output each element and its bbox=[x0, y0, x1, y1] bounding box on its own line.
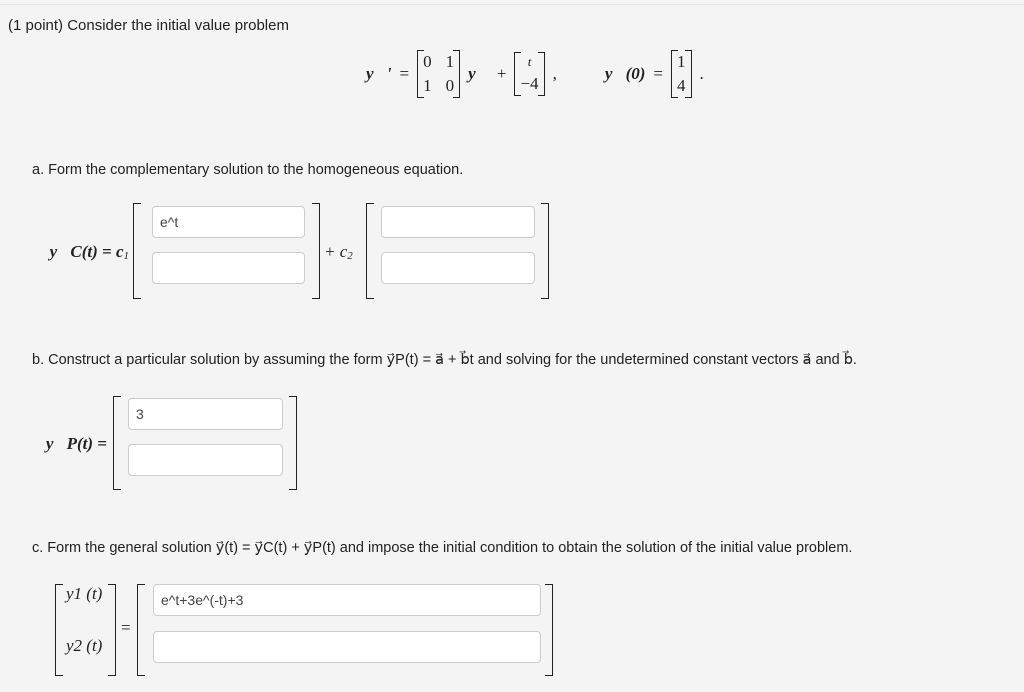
yc-v2-top-input[interactable] bbox=[381, 206, 535, 238]
yc-v1-bottom-input[interactable] bbox=[152, 252, 305, 284]
equals: = bbox=[653, 64, 663, 83]
yp-bottom-input[interactable] bbox=[128, 444, 283, 476]
matrix-entry: 1 bbox=[423, 76, 432, 95]
yp-top-input[interactable] bbox=[128, 398, 283, 430]
matrix-entry: 0 bbox=[423, 52, 432, 71]
part-a-prompt: a. Form the complementary solution to the homogeneous equation. bbox=[32, 162, 464, 178]
part-b-prompt: b. Construct a particular solution by assuming the form y⃗P(t) = a⃗ + b⃗t and solving for the undetermined constant vectors a⃗ and b⃗. bbox=[32, 352, 857, 368]
yp-label: y⃗P(t) = bbox=[45, 434, 107, 453]
c2-subscript: 2 bbox=[347, 250, 353, 262]
yc-v1-top-input[interactable] bbox=[152, 206, 305, 238]
plus: + bbox=[496, 64, 507, 83]
ivp-equation bbox=[366, 50, 704, 98]
initial-vector bbox=[671, 50, 692, 98]
equals: = bbox=[121, 618, 131, 637]
forcing-entry: −4 bbox=[520, 74, 539, 93]
c2-group bbox=[324, 242, 353, 262]
yc-label: y⃗C(t) = c bbox=[49, 242, 124, 261]
y2-label: y2 (t) bbox=[66, 636, 103, 655]
matrix-entry: 1 bbox=[445, 52, 455, 71]
yc-label-group bbox=[50, 242, 129, 262]
matrix-entry: 0 bbox=[445, 76, 455, 95]
yc-v2-bottom-input[interactable] bbox=[381, 252, 535, 284]
ic-entry: 4 bbox=[677, 76, 686, 95]
forcing-entry: t bbox=[527, 54, 532, 69]
initial-condition-lhs: y⃗(0) bbox=[604, 64, 646, 83]
part-c-prompt: c. Form the general solution y⃗(t) = y⃗C(t) + y⃗P(t) and impose the initial condition to obtain the solution of the initial value problem. bbox=[32, 540, 853, 556]
divider bbox=[0, 4, 1024, 5]
c1-subscript: 1 bbox=[123, 250, 129, 262]
y2-solution-input[interactable] bbox=[153, 631, 541, 663]
comma: , bbox=[552, 64, 557, 83]
y-prime: y⃗' bbox=[366, 64, 392, 83]
y-vector: y⃗ bbox=[468, 64, 489, 83]
ic-entry: 1 bbox=[677, 52, 686, 71]
forcing-vector bbox=[514, 52, 544, 96]
coefficient-matrix bbox=[417, 50, 460, 98]
plus-c2: + c bbox=[324, 242, 348, 261]
equals: = bbox=[399, 64, 410, 83]
period: . bbox=[699, 64, 704, 83]
y1-label: y1 (t) bbox=[66, 584, 103, 603]
problem-title: (1 point) Consider the initial value problem bbox=[8, 17, 289, 34]
y1-solution-input[interactable] bbox=[153, 584, 541, 616]
